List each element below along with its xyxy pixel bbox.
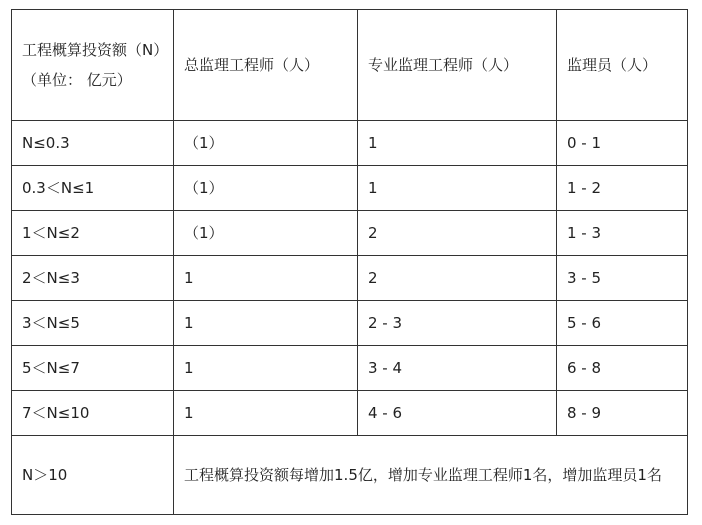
cell-range: 7＜N≤10 xyxy=(12,391,174,436)
cell-chief-engineer: （1） xyxy=(174,166,358,211)
cell-supervisor: 1 - 3 xyxy=(557,211,688,256)
cell-supervisor: 8 - 9 xyxy=(557,391,688,436)
cell-supervisor: 5 - 6 xyxy=(557,301,688,346)
cell-supervisor: 3 - 5 xyxy=(557,256,688,301)
table-row xyxy=(12,346,688,391)
cell-range: 5＜N≤7 xyxy=(12,346,174,391)
cell-increment-note: 工程概算投资额每增加1.5亿，增加专业监理工程师1名，增加监理员1名 xyxy=(174,436,688,515)
cell-specialist-engineer: 1 xyxy=(358,121,557,166)
cell-specialist-engineer: 3 - 4 xyxy=(358,346,557,391)
table-row xyxy=(12,211,688,256)
cell-range: 0.3＜N≤1 xyxy=(12,166,174,211)
table-row xyxy=(12,391,688,436)
cell-range: 2＜N≤3 xyxy=(12,256,174,301)
table-row xyxy=(12,121,688,166)
cell-specialist-engineer: 2 xyxy=(358,256,557,301)
cell-chief-engineer: 1 xyxy=(174,256,358,301)
header-investment: 工程概算投资额（N）（单位： 亿元） xyxy=(12,10,174,121)
cell-chief-engineer: 1 xyxy=(174,301,358,346)
table-header-row xyxy=(12,10,688,121)
table-row xyxy=(12,166,688,211)
cell-supervisor: 0 - 1 xyxy=(557,121,688,166)
cell-specialist-engineer: 4 - 6 xyxy=(358,391,557,436)
header-supervisor: 监理员（人） xyxy=(557,10,688,121)
cell-range: 3＜N≤5 xyxy=(12,301,174,346)
cell-specialist-engineer: 1 xyxy=(358,166,557,211)
cell-chief-engineer: （1） xyxy=(174,211,358,256)
cell-range: N≤0.3 xyxy=(12,121,174,166)
cell-chief-engineer: （1） xyxy=(174,121,358,166)
cell-range: 1＜N≤2 xyxy=(12,211,174,256)
staffing-table xyxy=(11,9,688,515)
cell-chief-engineer: 1 xyxy=(174,346,358,391)
table-row xyxy=(12,301,688,346)
header-specialist-engineer: 专业监理工程师（人） xyxy=(358,10,557,121)
table-row-last xyxy=(12,436,688,515)
cell-specialist-engineer: 2 - 3 xyxy=(358,301,557,346)
table-row xyxy=(12,256,688,301)
cell-range: N＞10 xyxy=(12,436,174,515)
cell-supervisor: 1 - 2 xyxy=(557,166,688,211)
cell-chief-engineer: 1 xyxy=(174,391,358,436)
header-chief-engineer: 总监理工程师（人） xyxy=(174,10,358,121)
cell-supervisor: 6 - 8 xyxy=(557,346,688,391)
cell-specialist-engineer: 2 xyxy=(358,211,557,256)
